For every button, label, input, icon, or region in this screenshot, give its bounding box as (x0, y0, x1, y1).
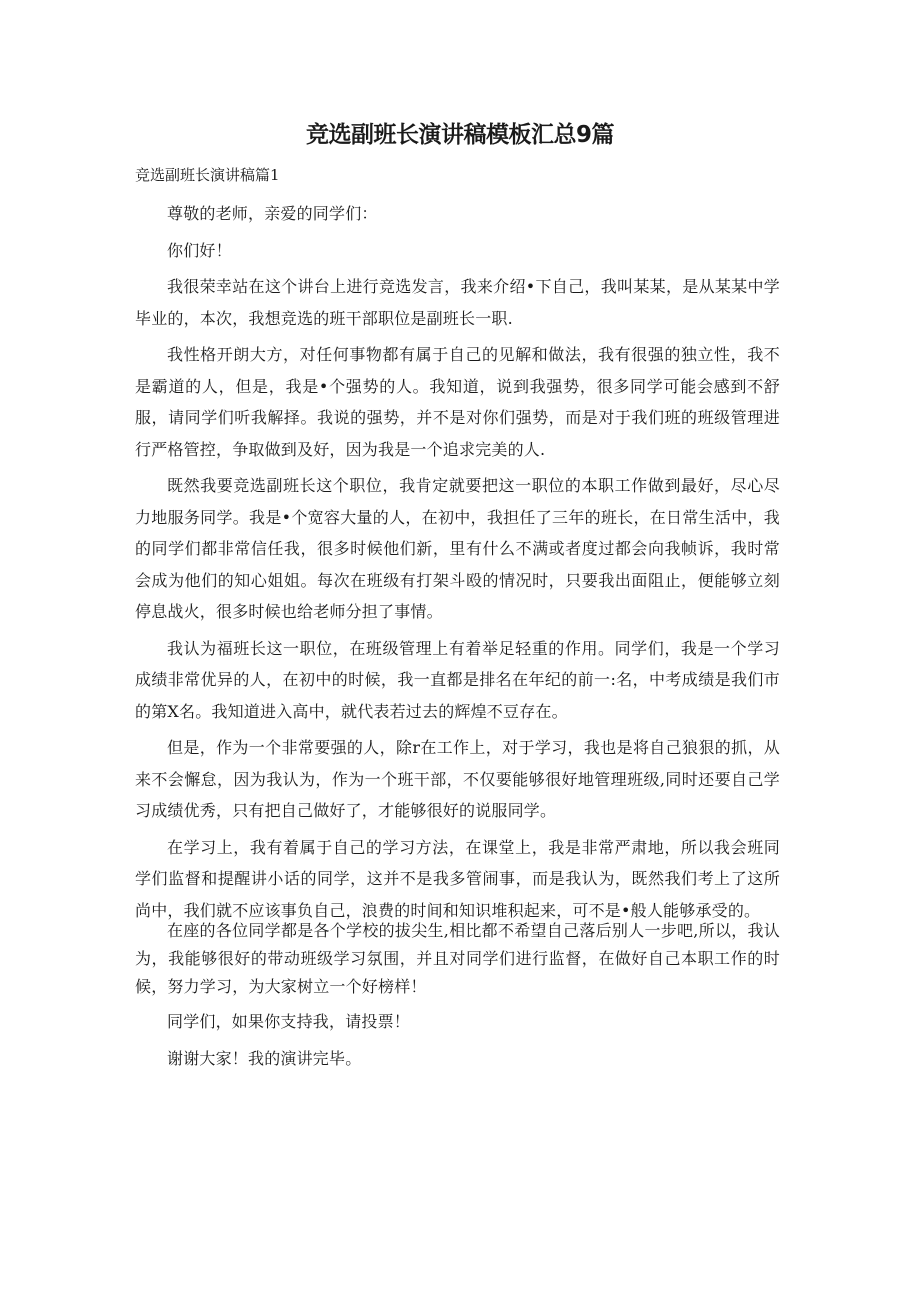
document-title: 竞选副班长演讲稿模板汇总9篇 (305, 122, 614, 148)
paragraph-closing: 谢谢大家！我的演讲完毕。 (167, 1048, 362, 1068)
paragraph-study-method: 在学习上，我有着属于自己的学习方法，在课堂上，我是非常严肃地，所以我会班同学们监督和提醒讲小话的同学，这并不是我多管闹事，而是我认为，既然我们考上了这所尚中，我们就不应该事负自己，浪费的时间和知识堆积起来，可不是•般人能够承受的。 (135, 837, 780, 920)
paragraph-discipline: 但是，作为一个非常要强的人，除r在工作上，对于学习，我也是将自己狼狠的抓，从来不会懈怠，因为我认为，作为一个班干部，不仅要能够很好地管理班级,同时还要自己学习成绩优秀，只有把自己做好了，才能够很好的说服同学。 (135, 738, 780, 820)
paragraph-service: 既然我要竞选副班长这个职位，我肯定就要把这一职位的本职工作做到最好，尽心尽力地服务同学。我是•个宽容大量的人，在初中，我担任了三年的班长，在日常生活中，我的同学们都非常信任我，很多时候他们新，里有什么不满或者度过都会向我帧诉，我时常会成为他们的知心姐姐。每次在班级有打架斗殴的情况时，只要我出面阻止，便能够立刻停息战火，很多时候也给老师分担了事情。 (135, 476, 780, 621)
section-heading: 竞选副班长演讲稿篇1 (135, 166, 280, 184)
paragraph-academics: 我认为福班长这一职位，在班级管理上有着举足轻重的作用。同学们，我是一个学习成绩非常优异的人，在初中的时候，我一直都是排名在年纪的前一:名，中考成绩是我们市的第X名。我知道进入高中，就代表若过去的辉煌不豆存在。 (135, 638, 780, 721)
paragraph-vote-request: 同学们，如果你支持我，请投票！ (167, 1012, 411, 1031)
paragraph-greeting: 尊敬的老师，亲爱的同学们： (167, 204, 378, 223)
paragraph-hello: 你们好！ (167, 240, 232, 260)
speech-body (135, 198, 780, 1074)
paragraph-role-model: 在座的各位同学都是各个学校的拔尖生,相比都不希望自己落后别人一步吧,所以，我认为，我能够很好的带动班级学习氛围，并且对同学们进行监督，在做好自己本职工作的时候，努力学习，为大家树立一个好榜样！ (135, 921, 780, 996)
paragraph-introduction: 我很荣幸站在这个讲台上进行竞选发言，我来介绍•下自己，我叫某某，是从某某中学毕业的，本次，我想竞选的班干部职位是副班长一职. (135, 277, 780, 328)
paragraph-personality: 我性格开朗大方，对任何事物都有属于自己的见解和做法，我有很强的独立性，我不是霸道的人，但是，我是•个强势的人。我知道，说到我强势，很多同学可能会感到不舒服，请同学们听我解择。我说的强势，并不是对你们强势，而是对于我们班的班级管理进行严格管控，争取做到及好，因为我是一个追求完美的人. (135, 345, 780, 459)
